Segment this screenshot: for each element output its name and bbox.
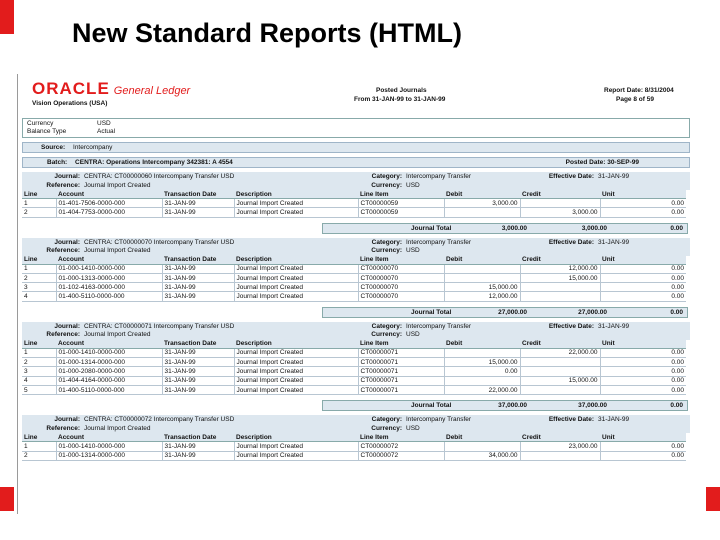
column-header: Unit — [600, 256, 686, 265]
table-row — [22, 199, 686, 208]
journal-total-label: Journal Total — [411, 308, 452, 316]
table-cell: 01-000-1410-0000-000 — [56, 264, 162, 273]
table-cell: 0.00 — [600, 442, 686, 451]
table-cell: 01-000-1410-0000-000 — [56, 442, 162, 451]
table-cell: 1 — [22, 442, 56, 451]
column-header: Line — [22, 256, 56, 265]
reference-label: Reference: — [46, 247, 80, 255]
table-cell: 22,000.00 — [444, 385, 520, 394]
journal-category: Intercompany Transfer — [406, 238, 472, 246]
table-cell: CT00000072 — [358, 451, 444, 460]
journal-currency: USD — [406, 331, 420, 339]
journal-effective-date: 31-JAN-99 — [598, 322, 630, 330]
currency-label: Currency — [27, 120, 54, 127]
table-cell: 31-JAN-99 — [162, 358, 234, 367]
table-cell — [520, 451, 600, 460]
column-header: Unit — [600, 340, 686, 349]
table-cell: CT00000070 — [358, 283, 444, 292]
journal-currency: USD — [406, 424, 420, 432]
table-cell: CT00000059 — [358, 199, 444, 208]
report-header — [22, 76, 690, 116]
table-cell: 0.00 — [600, 199, 686, 208]
table-row — [22, 292, 686, 301]
table-cell: CT00000071 — [358, 385, 444, 394]
table-cell: 15,000.00 — [520, 376, 600, 385]
batch-label: Batch: — [47, 159, 68, 166]
journal-currency: USD — [406, 181, 420, 189]
total-unit: 0.00 — [670, 308, 683, 316]
table-cell: 2 — [22, 273, 56, 282]
table-header-row — [22, 340, 686, 349]
table-row — [22, 283, 686, 292]
journal-name: CENTRA: CT00000070 Intercompany Transfer USD — [84, 238, 235, 246]
table-cell: 0.00 — [600, 367, 686, 376]
journal-effective-date: 31-JAN-99 — [598, 173, 630, 180]
table-cell: 31-JAN-99 — [162, 283, 234, 292]
table-cell: 31-JAN-99 — [162, 385, 234, 394]
table-cell: 31-JAN-99 — [162, 273, 234, 282]
table-cell — [444, 208, 520, 217]
table-row — [22, 273, 686, 282]
journal-header — [22, 238, 690, 256]
balance-type-label: Balance Type — [27, 128, 67, 135]
table-cell: 0.00 — [600, 292, 686, 301]
table-cell: 22,000.00 — [520, 348, 600, 357]
journal-category: Intercompany Transfer — [406, 322, 472, 330]
table-cell: 0.00 — [600, 283, 686, 292]
journal-block — [22, 415, 690, 461]
reference-label: Reference: — [46, 181, 80, 189]
table-cell: 01-400-5110-0000-000 — [56, 292, 162, 301]
posted-date — [566, 158, 639, 167]
table-cell: Journal Import Created — [234, 273, 358, 282]
total-credit: 3,000.00 — [581, 224, 607, 232]
posted-date-value: 30-SEP-99 — [607, 159, 639, 166]
journal-lines-table — [22, 256, 686, 302]
product-name: General Ledger — [113, 85, 191, 97]
table-cell: CT00000071 — [358, 376, 444, 385]
total-credit: 37,000.00 — [578, 402, 607, 410]
total-debit: 3,000.00 — [501, 224, 527, 232]
table-cell: Journal Import Created — [234, 451, 358, 460]
table-cell — [520, 385, 600, 394]
column-header: Line — [22, 190, 56, 199]
column-header: Credit — [520, 190, 600, 199]
column-header: Account — [56, 340, 162, 349]
table-cell: 31-JAN-99 — [162, 348, 234, 357]
column-header: Transaction Date — [162, 433, 234, 442]
table-row — [22, 442, 686, 451]
table-cell — [520, 283, 600, 292]
table-cell: 3 — [22, 283, 56, 292]
journal-total-label: Journal Total — [411, 224, 452, 232]
source-bar — [22, 142, 690, 153]
table-row — [22, 358, 686, 367]
table-cell: Journal Import Created — [234, 442, 358, 451]
journal-label: Journal: — [54, 238, 80, 246]
table-cell: 2 — [22, 358, 56, 367]
table-row — [22, 264, 686, 273]
table-row — [22, 367, 686, 376]
table-cell: Journal Import Created — [234, 376, 358, 385]
column-header: Unit — [600, 190, 686, 199]
table-cell: 1 — [22, 264, 56, 273]
journal-total-label: Journal Total — [411, 402, 452, 410]
journal-reference: Journal Import Created — [84, 247, 151, 255]
table-cell: 3,000.00 — [520, 208, 600, 217]
table-cell: 0.00 — [444, 367, 520, 376]
table-cell — [520, 199, 600, 208]
journal-block — [22, 322, 690, 411]
table-cell: 01-400-5110-0000-000 — [56, 385, 162, 394]
journal-currency: USD — [406, 247, 420, 255]
table-row — [22, 348, 686, 357]
journal-effective-date: 31-JAN-99 — [598, 238, 630, 246]
reference-label: Reference: — [46, 424, 80, 432]
column-header: Line Item — [358, 190, 444, 199]
column-header: Credit — [520, 256, 600, 265]
table-cell: 01-102-4163-0000-000 — [56, 283, 162, 292]
column-header: Transaction Date — [162, 256, 234, 265]
oracle-logo — [32, 79, 190, 107]
journal-list — [22, 172, 690, 461]
table-cell: Journal Import Created — [234, 358, 358, 367]
table-cell: 01-000-1314-0000-000 — [56, 358, 162, 367]
journal-lines-table — [22, 340, 686, 395]
corner-accent-bottom-right — [706, 487, 720, 511]
column-header: Transaction Date — [162, 190, 234, 199]
table-cell: 01-404-7753-0000-000 — [56, 208, 162, 217]
table-row — [22, 451, 686, 460]
table-cell: CT00000072 — [358, 442, 444, 451]
source-label: Source: — [41, 144, 66, 151]
table-cell: 15,000.00 — [444, 283, 520, 292]
table-cell: Journal Import Created — [234, 283, 358, 292]
table-cell: 15,000.00 — [520, 273, 600, 282]
table-cell: 31-JAN-99 — [162, 376, 234, 385]
table-cell: CT00000071 — [358, 367, 444, 376]
table-cell: 4 — [22, 292, 56, 301]
report-date-block — [604, 86, 674, 104]
table-cell: 01-404-4164-0000-000 — [56, 376, 162, 385]
table-cell: 0.00 — [600, 451, 686, 460]
currency-label: Currency: — [371, 247, 402, 255]
column-header: Description — [234, 190, 358, 199]
table-cell: 31-JAN-99 — [162, 208, 234, 217]
report-date: Report Date: 8/31/2004 — [604, 87, 674, 94]
table-cell: 0.00 — [600, 264, 686, 273]
corner-accent-top — [0, 0, 14, 34]
table-cell: CT00000070 — [358, 264, 444, 273]
journal-lines-table — [22, 433, 686, 461]
journal-category: Intercompany Transfer — [406, 173, 472, 180]
table-cell: 01-000-1314-0000-000 — [56, 451, 162, 460]
journal-reference: Journal Import Created — [84, 181, 151, 189]
currency-label: Currency: — [371, 424, 402, 432]
table-cell: CT00000059 — [358, 208, 444, 217]
table-cell: 3 — [22, 367, 56, 376]
table-cell — [444, 348, 520, 357]
column-header: Description — [234, 340, 358, 349]
page-number: Page 8 of 59 — [616, 96, 654, 103]
journal-header — [22, 322, 690, 340]
effective-date-label: Effective Date: — [548, 416, 594, 424]
journal-total-row — [322, 307, 688, 318]
total-unit: 0.00 — [670, 402, 683, 410]
category-label: Category: — [371, 173, 402, 180]
column-header: Account — [56, 190, 162, 199]
table-cell: 31-JAN-99 — [162, 442, 234, 451]
column-header: Debit — [444, 433, 520, 442]
table-cell — [520, 358, 600, 367]
journal-name: CENTRA: CT00000072 Intercompany Transfer USD — [84, 416, 235, 424]
table-cell — [520, 292, 600, 301]
table-header-row — [22, 433, 686, 442]
column-header: Debit — [444, 190, 520, 199]
table-cell: Journal Import Created — [234, 208, 358, 217]
table-cell: 31-JAN-99 — [162, 292, 234, 301]
batch-value: CENTRA: Operations Intercompany 342381: A 4554 — [75, 159, 233, 166]
column-header: Description — [234, 256, 358, 265]
table-cell: 2 — [22, 208, 56, 217]
table-cell: 01-000-1313-0000-000 — [56, 273, 162, 282]
table-cell: CT00000071 — [358, 348, 444, 357]
divider-line — [17, 74, 18, 514]
column-header: Line Item — [358, 433, 444, 442]
currency-label: Currency: — [371, 181, 402, 189]
journal-total-row — [322, 400, 688, 411]
table-cell: 0.00 — [600, 358, 686, 367]
table-cell: 0.00 — [600, 208, 686, 217]
table-cell — [444, 273, 520, 282]
logo-text: ORACLE — [32, 79, 110, 98]
table-cell: 01-000-2080-0000-000 — [56, 367, 162, 376]
journal-name: CENTRA: CT00000060 Intercompany Transfer USD — [84, 173, 235, 180]
total-debit: 27,000.00 — [498, 308, 527, 316]
table-cell: 34,000.00 — [444, 451, 520, 460]
journal-lines-table — [22, 190, 686, 218]
journal-reference: Journal Import Created — [84, 424, 151, 432]
report-parameters — [22, 118, 690, 138]
table-cell: Journal Import Created — [234, 367, 358, 376]
journal-name: CENTRA: CT00000071 Intercompany Transfer USD — [84, 322, 235, 330]
table-cell: 12,000.00 — [520, 264, 600, 273]
table-cell: 12,000.00 — [444, 292, 520, 301]
table-cell — [444, 442, 520, 451]
batch-bar — [22, 157, 690, 168]
table-cell: 2 — [22, 451, 56, 460]
table-cell: 3,000.00 — [444, 199, 520, 208]
table-cell: CT00000070 — [358, 292, 444, 301]
column-header: Debit — [444, 340, 520, 349]
effective-date-label: Effective Date: — [548, 238, 594, 246]
posted-date-label: Posted Date: — [565, 159, 606, 166]
column-header: Transaction Date — [162, 340, 234, 349]
table-cell: 31-JAN-99 — [162, 451, 234, 460]
table-cell: 5 — [22, 385, 56, 394]
column-header: Line Item — [358, 256, 444, 265]
column-header: Credit — [520, 433, 600, 442]
journal-label: Journal: — [54, 416, 80, 424]
table-row — [22, 208, 686, 217]
journal-total-row — [322, 223, 688, 234]
report-title: Posted Journals — [376, 87, 427, 94]
column-header: Account — [56, 433, 162, 442]
table-cell: 01-000-1410-0000-000 — [56, 348, 162, 357]
table-cell: 1 — [22, 348, 56, 357]
column-header: Line — [22, 433, 56, 442]
table-cell: 4 — [22, 376, 56, 385]
table-cell: 15,000.00 — [444, 358, 520, 367]
journal-reference: Journal Import Created — [84, 331, 151, 339]
category-label: Category: — [371, 416, 402, 424]
source-value: Intercompany — [73, 144, 113, 151]
category-label: Category: — [371, 238, 402, 246]
currency-value: USD — [97, 120, 111, 127]
table-cell: Journal Import Created — [234, 385, 358, 394]
table-cell: Journal Import Created — [234, 199, 358, 208]
table-cell: 0.00 — [600, 348, 686, 357]
corner-accent-bottom-left — [0, 487, 14, 511]
journal-effective-date: 31-JAN-99 — [598, 416, 630, 424]
journal-header — [22, 172, 690, 190]
report-title-block — [354, 86, 445, 104]
table-cell: 0.00 — [600, 273, 686, 282]
slide-title: New Standard Reports (HTML) — [72, 18, 463, 48]
journal-header — [22, 415, 690, 433]
journal-block — [22, 238, 690, 318]
column-header: Credit — [520, 340, 600, 349]
organization-name: Vision Operations (USA) — [32, 100, 108, 107]
journal-label: Journal: — [54, 173, 80, 180]
table-cell: 31-JAN-99 — [162, 367, 234, 376]
table-cell: 0.00 — [600, 385, 686, 394]
journal-label: Journal: — [54, 322, 80, 330]
reference-label: Reference: — [46, 331, 80, 339]
journal-block — [22, 172, 690, 234]
table-cell: 0.00 — [600, 376, 686, 385]
column-header: Debit — [444, 256, 520, 265]
column-header: Line — [22, 340, 56, 349]
table-cell — [444, 376, 520, 385]
effective-date-label: Effective Date: — [548, 173, 594, 180]
table-cell: Journal Import Created — [234, 292, 358, 301]
table-cell: 31-JAN-99 — [162, 199, 234, 208]
table-cell — [520, 367, 600, 376]
column-header: Account — [56, 256, 162, 265]
journal-category: Intercompany Transfer — [406, 416, 472, 424]
total-unit: 0.00 — [670, 224, 683, 232]
table-cell: 31-JAN-99 — [162, 264, 234, 273]
table-cell: 01-401-7506-0000-000 — [56, 199, 162, 208]
table-cell: CT00000071 — [358, 358, 444, 367]
currency-label: Currency: — [371, 331, 402, 339]
table-header-row — [22, 256, 686, 265]
table-cell: Journal Import Created — [234, 348, 358, 357]
effective-date-label: Effective Date: — [548, 322, 594, 330]
category-label: Category: — [371, 322, 402, 330]
total-credit: 27,000.00 — [578, 308, 607, 316]
column-header: Line Item — [358, 340, 444, 349]
table-row — [22, 385, 686, 394]
column-header: Description — [234, 433, 358, 442]
report-screenshot — [22, 76, 690, 461]
table-cell: 23,000.00 — [520, 442, 600, 451]
total-debit: 37,000.00 — [498, 402, 527, 410]
table-cell: 1 — [22, 199, 56, 208]
table-header-row — [22, 190, 686, 199]
table-row — [22, 376, 686, 385]
report-period: From 31-JAN-99 to 31-JAN-99 — [354, 96, 446, 103]
table-cell: CT00000070 — [358, 273, 444, 282]
table-cell — [444, 264, 520, 273]
balance-type-value: Actual — [97, 128, 116, 135]
table-cell: Journal Import Created — [234, 264, 358, 273]
column-header: Unit — [600, 433, 686, 442]
